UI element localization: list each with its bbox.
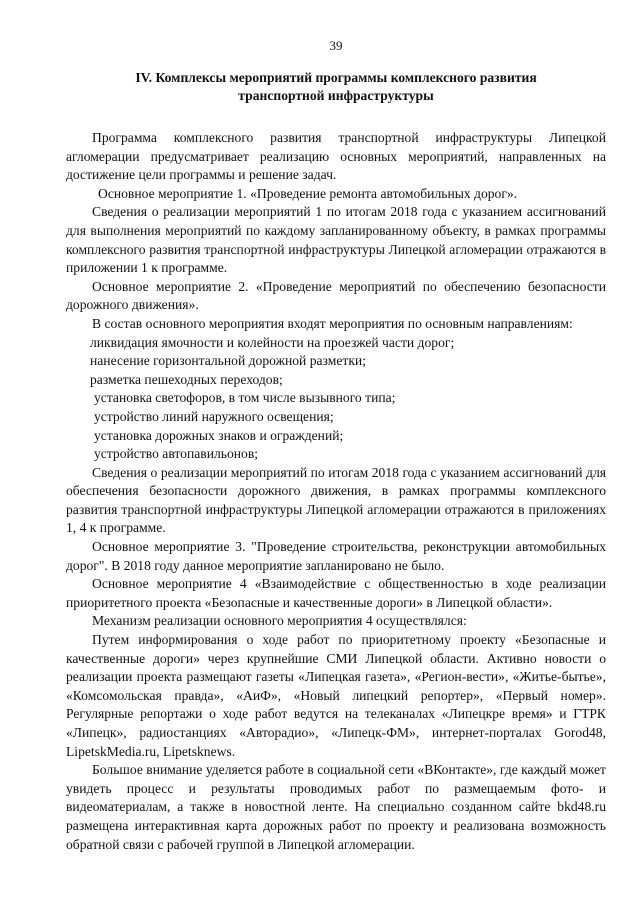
paragraph-measure-1: Основное мероприятие 1. «Проведение ремонта автомобильных дорог». xyxy=(98,185,518,201)
list-item: установка дорожных знаков и ограждений; xyxy=(94,427,344,443)
section-title xyxy=(66,69,606,105)
section-title-line-1: IV. Комплексы мероприятий программы комплексного развития xyxy=(135,70,537,85)
list-item: нанесение горизонтальной дорожной разметки; xyxy=(90,353,366,369)
paragraph-measure-4: Основное мероприятие 4 «Взаимодействие с общественностью в ходе реализации приоритетного проекта «Безопасные и качественные дороги» в Липецкой области». xyxy=(66,576,606,610)
list-item: установка светофоров, в том числе вызывного типа; xyxy=(94,390,396,406)
paragraph-media: Путем информирования о ходе работ по приоритетному проекту «Безопасные и качественные дороги» через крупнейшие СМИ Липецкой области. Активно новости о реализации проекта размещают газеты «Липецкая газета», «Регион-вести», «Житье-бытье», «Комсомольская правда», «АиФ», «Новый липецкий репортер», «Первый номер». Регулярные репортажи о ходе работ ведутся на телеканалах «Липецкре время» и ГТРК «Липецк», радиостанциях «Авторадио», «Липецк-ФМ», интернет-порталах Gorod48, LipetskMedia.ru, Lipetsknews. xyxy=(66,632,606,759)
paragraph-intro: Программа комплексного развития транспортной инфраструктуры Липецкой агломерации предусматривает реализацию основных мероприятий, направленных на достижение цели программы и решение задач. xyxy=(66,130,606,183)
list-item: устройство линий наружного освещения; xyxy=(94,408,334,424)
list-item: разметка пешеходных переходов; xyxy=(90,371,283,387)
paragraph-social-network: Большое внимание уделяется работе в социальной сети «ВКонтакте», где каждый может увидеть процесс и результаты проводимых работ по размещаемым фото- и видеоматериалам, а также в новостной ленте. На специально созданном сайте bkd48.ru размещена интерактивная карта дорожных работ по проекту и реализована возможность обратной связи с рабочей группой в Липецкой агломерации. xyxy=(66,762,606,852)
paragraph-measure-3: Основное мероприятие 3. "Проведение строительства, реконструкции автомобильных дорог". В 2018 году данное мероприятие запланировано не было. xyxy=(66,539,606,573)
list-item: устройство автопавильонов; xyxy=(94,446,259,462)
section-title-line-2: транспортной инфраструктуры xyxy=(238,88,434,103)
paragraph-mechanism: Механизм реализации основного мероприятия 4 осуществлялся: xyxy=(92,613,467,629)
page-number: 39 xyxy=(329,38,343,53)
paragraph-measure-2-composition: В состав основного мероприятия входят мероприятия по основным направлениям: xyxy=(92,315,573,331)
directions-list xyxy=(66,334,606,464)
paragraph-measure-2-details: Сведения о реализации мероприятий по итогам 2018 года с указанием ассигнований для обеспечения безопасности дорожного движения, в рамках программы комплексного развития транспортной инфраструктуры Липецкой агломерации отражаются в приложениях 1, 4 к программе. xyxy=(66,464,606,536)
list-item: ликвидация ямочности и колейности на проезжей части дорог; xyxy=(90,334,455,350)
paragraph-measure-2: Основное мероприятие 2. «Проведение мероприятий по обеспечению безопасности дорожного движения». xyxy=(66,278,606,313)
paragraph-measure-1-details: Сведения о реализации мероприятий 1 по итогам 2018 года с указанием ассигнований для выполнения мероприятий по каждому запланированному объекту, в рамках программы комплексного развития транспортной инфраструктуры Липецкой агломерации отражаются в приложении 1 к программе. xyxy=(66,204,606,276)
